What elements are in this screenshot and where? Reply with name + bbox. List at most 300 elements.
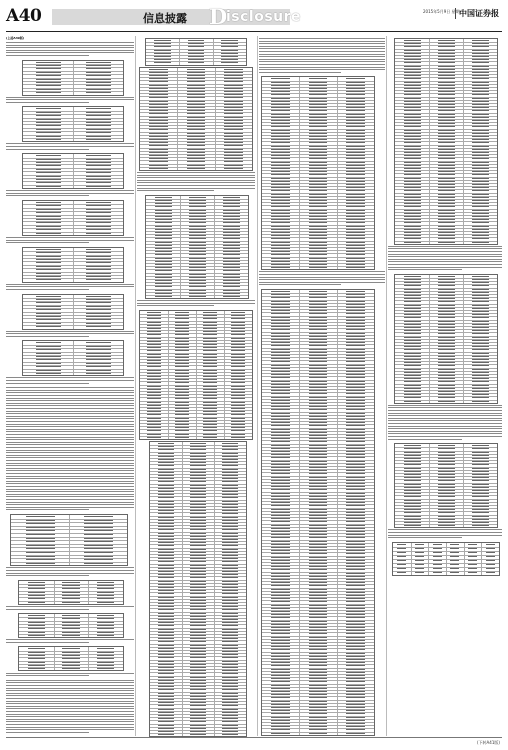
- table-cell: [438, 394, 455, 395]
- table-cell: [271, 222, 290, 223]
- text-line: [6, 575, 89, 576]
- table-cell: [36, 309, 61, 310]
- table-cell: [472, 56, 489, 57]
- table-cell: [309, 352, 328, 353]
- table-cell: [221, 56, 238, 57]
- table-cell: [438, 235, 455, 236]
- text-line: [259, 43, 385, 44]
- table-cell: [147, 354, 161, 355]
- table-cell: [221, 43, 238, 44]
- table-cell: [190, 721, 206, 722]
- table-cell: [271, 685, 290, 686]
- table-cell: [271, 582, 290, 583]
- table-cell: [271, 637, 290, 638]
- table-cell: [222, 616, 238, 617]
- table-cell: [149, 161, 168, 162]
- table-cell: [175, 392, 189, 393]
- table-cell: [231, 437, 245, 438]
- text-line: [6, 716, 134, 717]
- text-line: [137, 182, 255, 183]
- table-cell: [36, 373, 61, 374]
- table-cell: [438, 85, 455, 86]
- table-cell: [472, 397, 489, 398]
- text-line: [6, 573, 134, 574]
- table-cell: [187, 117, 206, 118]
- table-cell: [86, 309, 111, 310]
- table-cell: [158, 555, 174, 556]
- table-cell: [271, 432, 290, 433]
- table-cell: [190, 517, 206, 518]
- table-cell: [86, 82, 111, 83]
- table-cell: [438, 194, 455, 195]
- table-cell: [190, 705, 206, 706]
- table-cell: [158, 462, 174, 463]
- table-cell: [309, 222, 328, 223]
- table-cell: [222, 606, 238, 607]
- table-cell: [158, 654, 174, 655]
- table-col-rule: [446, 543, 447, 575]
- table-cell: [309, 480, 328, 481]
- table-cell: [404, 330, 421, 331]
- text-line: [6, 149, 89, 150]
- table-cell: [346, 496, 365, 497]
- table-cell: [222, 539, 238, 540]
- table-cell: [36, 125, 61, 126]
- table-cell: [271, 342, 290, 343]
- table-cell: [158, 552, 174, 553]
- table-cell: [224, 123, 243, 124]
- table-cell: [203, 382, 217, 383]
- table-cell: [86, 259, 111, 260]
- table-cell: [309, 576, 328, 577]
- table-cell: [86, 256, 111, 257]
- table-cell: [221, 46, 238, 47]
- text-line: [388, 420, 502, 421]
- table-cell: [26, 545, 55, 546]
- table-cell: [231, 376, 245, 377]
- table-cell: [149, 139, 168, 140]
- table-cell: [472, 210, 489, 211]
- text-line: [259, 61, 385, 62]
- table-cell: [271, 216, 290, 217]
- table-cell: [36, 129, 61, 130]
- table-cell: [271, 457, 290, 458]
- table-cell: [203, 414, 217, 415]
- table-cell: [147, 334, 161, 335]
- table-cell: [309, 592, 328, 593]
- table-cell: [346, 203, 365, 204]
- table-cell: [84, 520, 113, 521]
- table-cell: [404, 464, 421, 465]
- table-cell: [149, 165, 168, 166]
- table-cell: [309, 464, 328, 465]
- table-cell: [438, 98, 455, 99]
- text-line: [259, 271, 385, 272]
- section-title-en: isclosure: [226, 9, 302, 25]
- table-cell: [346, 419, 365, 420]
- table-cell: [97, 582, 114, 583]
- table-cell: [190, 686, 206, 687]
- table-cell: [175, 389, 189, 390]
- text-line: [6, 682, 134, 683]
- table-cell: [271, 553, 290, 554]
- table-cell: [438, 464, 455, 465]
- data-table: [261, 76, 375, 270]
- table-cell: [404, 493, 421, 494]
- table-cell: [404, 117, 421, 118]
- table-cell: [438, 62, 455, 63]
- table-cell: [271, 171, 290, 172]
- table-cell: [404, 184, 421, 185]
- table-cell: [309, 454, 328, 455]
- table-cell: [438, 181, 455, 182]
- table-cell: [187, 104, 206, 105]
- table-cell: [309, 313, 328, 314]
- table-cell: [224, 126, 243, 127]
- table-cell: [346, 126, 365, 127]
- table-cell: [86, 172, 111, 173]
- table-cell: [231, 389, 245, 390]
- table-cell: [188, 59, 205, 60]
- table-cell: [472, 146, 489, 147]
- table-cell: [158, 712, 174, 713]
- table-cell: [472, 94, 489, 95]
- table-cell: [404, 229, 421, 230]
- table-cell: [222, 577, 238, 578]
- table-cell: [346, 158, 365, 159]
- table-cell: [486, 552, 495, 553]
- text-line: [6, 465, 134, 466]
- table-cell: [486, 560, 495, 561]
- table-cell: [472, 289, 489, 290]
- table-cell: [309, 553, 328, 554]
- table-cell: [271, 579, 290, 580]
- table-cell: [415, 552, 424, 553]
- table-cell: [222, 657, 238, 658]
- table-cell: [86, 226, 111, 227]
- table-cell: [158, 705, 174, 706]
- table-cell: [189, 206, 206, 207]
- table-cell: [404, 85, 421, 86]
- table-cell: [149, 142, 168, 143]
- table-cell: [271, 707, 290, 708]
- text-line: [6, 478, 134, 479]
- table-cell: [147, 338, 161, 339]
- table-cell: [155, 200, 172, 201]
- table-cell: [97, 662, 114, 663]
- table-cell: [36, 122, 61, 123]
- table-cell: [158, 469, 174, 470]
- text-line: [6, 102, 89, 103]
- table-cell: [271, 662, 290, 663]
- table-cell: [309, 110, 328, 111]
- table-cell: [309, 304, 328, 305]
- table-cell: [203, 338, 217, 339]
- table-cell: [346, 85, 365, 86]
- table-cell: [62, 595, 79, 596]
- table-cell: [97, 625, 114, 626]
- table-cell: [346, 640, 365, 641]
- text-line: [6, 570, 134, 571]
- table-cell: [438, 493, 455, 494]
- table-cell: [271, 320, 290, 321]
- table-cell: [155, 245, 172, 246]
- table-cell: [486, 544, 495, 545]
- table-cell: [404, 216, 421, 217]
- table-cell: [86, 108, 111, 109]
- table-cell: [189, 226, 206, 227]
- table-cell: [155, 238, 172, 239]
- table-cell: [62, 622, 79, 623]
- text-line: [388, 267, 502, 268]
- table-cell: [472, 340, 489, 341]
- table-cell: [36, 119, 61, 120]
- table-cell: [222, 702, 238, 703]
- table-cell: [346, 560, 365, 561]
- table-cell: [147, 392, 161, 393]
- table-cell: [190, 494, 206, 495]
- table-cell: [86, 115, 111, 116]
- column-3: [259, 36, 385, 736]
- text-line: [6, 732, 89, 733]
- text-line: [388, 410, 502, 411]
- table-col-rule: [180, 196, 181, 298]
- table-cell: [187, 75, 206, 76]
- table-cell: [309, 614, 328, 615]
- table-cell: [221, 59, 238, 60]
- table-cell: [271, 307, 290, 308]
- table-cell: [223, 203, 240, 204]
- table-cell: [36, 92, 61, 93]
- table-cell: [222, 456, 238, 457]
- table-cell: [223, 219, 240, 220]
- text-line: [137, 175, 255, 176]
- table-cell: [189, 283, 206, 284]
- table-cell: [86, 139, 111, 140]
- table-cell: [158, 677, 174, 678]
- table-cell: [309, 681, 328, 682]
- table-cell: [404, 394, 421, 395]
- table-cell: [86, 356, 111, 357]
- table-cell: [155, 286, 172, 287]
- table-cell: [472, 455, 489, 456]
- table-cell: [346, 646, 365, 647]
- table-cell: [224, 142, 243, 143]
- data-table: [22, 153, 124, 189]
- table-cell: [190, 526, 206, 527]
- table-cell: [346, 146, 365, 147]
- table-cell: [190, 497, 206, 498]
- table-cell: [404, 53, 421, 54]
- table-cell: [271, 251, 290, 252]
- table-cell: [271, 365, 290, 366]
- table-cell: [158, 513, 174, 514]
- table-cell: [438, 353, 455, 354]
- table-col-rule: [429, 39, 430, 244]
- text-line: [259, 67, 385, 68]
- table-cell: [190, 462, 206, 463]
- table-cell: [149, 155, 168, 156]
- table-cell: [158, 645, 174, 646]
- table-cell: [346, 720, 365, 721]
- table-cell: [415, 548, 424, 549]
- table-cell: [438, 487, 455, 488]
- table-cell: [223, 280, 240, 281]
- table-cell: [472, 40, 489, 41]
- table-cell: [189, 203, 206, 204]
- table-cell: [222, 491, 238, 492]
- table-cell: [222, 475, 238, 476]
- table-cell: [309, 381, 328, 382]
- table-cell: [147, 434, 161, 435]
- table-cell: [147, 382, 161, 383]
- table-cell: [309, 361, 328, 362]
- table-cell: [222, 549, 238, 550]
- table-cell: [450, 568, 459, 569]
- table-cell: [271, 393, 290, 394]
- table-cell: [187, 101, 206, 102]
- table-cell: [36, 89, 61, 90]
- table-cell: [309, 142, 328, 143]
- table-cell: [472, 295, 489, 296]
- table-cell: [404, 445, 421, 446]
- table-cell: [222, 565, 238, 566]
- table-cell: [158, 616, 174, 617]
- table-cell: [404, 369, 421, 370]
- table-cell: [36, 162, 61, 163]
- table-cell: [346, 317, 365, 318]
- table-cell: [415, 556, 424, 557]
- table-cell: [271, 78, 290, 79]
- table-cell: [309, 174, 328, 175]
- table-cell: [472, 88, 489, 89]
- table-cell: [231, 344, 245, 345]
- table-col-rule: [299, 77, 300, 269]
- table-cell: [190, 456, 206, 457]
- table-cell: [397, 544, 406, 545]
- table-cell: [346, 717, 365, 718]
- table-cell: [346, 336, 365, 337]
- table-cell: [438, 59, 455, 60]
- table-cell: [86, 122, 111, 123]
- table-cell: [404, 401, 421, 402]
- table-cell: [346, 152, 365, 153]
- table-cell: [223, 283, 240, 284]
- table-cell: [158, 465, 174, 466]
- table-cell: [86, 279, 111, 280]
- table-cell: [190, 622, 206, 623]
- table-cell: [309, 365, 328, 366]
- table-cell: [346, 576, 365, 577]
- text-line: [6, 444, 134, 445]
- text-line: [6, 489, 134, 490]
- table-cell: [404, 519, 421, 520]
- table-cell: [438, 516, 455, 517]
- table-cell: [438, 126, 455, 127]
- table-cell: [346, 691, 365, 692]
- table-cell: [309, 448, 328, 449]
- table-cell: [472, 152, 489, 153]
- data-table: [22, 340, 124, 376]
- table-cell: [472, 522, 489, 523]
- table-cell: [271, 254, 290, 255]
- table-cell: [404, 365, 421, 366]
- table-cell: [158, 491, 174, 492]
- table-cell: [309, 518, 328, 519]
- table-cell: [346, 181, 365, 182]
- table-cell: [84, 534, 113, 535]
- table-cell: [190, 558, 206, 559]
- text-line: [6, 408, 134, 409]
- table-cell: [147, 427, 161, 428]
- table-cell: [222, 664, 238, 665]
- table-cell: [309, 489, 328, 490]
- table-cell: [438, 298, 455, 299]
- table-cell: [309, 194, 328, 195]
- table-cell: [472, 59, 489, 60]
- table-cell: [36, 65, 61, 66]
- table-cell: [346, 323, 365, 324]
- table-cell: [271, 477, 290, 478]
- table-cell: [271, 502, 290, 503]
- table-cell: [224, 104, 243, 105]
- table-cell: [346, 429, 365, 430]
- table-cell: [158, 501, 174, 502]
- table-cell: [271, 720, 290, 721]
- table-cell: [309, 483, 328, 484]
- text-line: [6, 242, 89, 243]
- table-cell: [472, 66, 489, 67]
- table-cell: [36, 202, 61, 203]
- table-cell: [438, 107, 455, 108]
- data-table: [22, 60, 124, 96]
- text-line: [6, 703, 134, 704]
- table-cell: [472, 43, 489, 44]
- table-cell: [203, 350, 217, 351]
- table-cell: [346, 669, 365, 670]
- table-cell: [158, 673, 174, 674]
- table-cell: [438, 461, 455, 462]
- table-cell: [86, 72, 111, 73]
- table-col-rule: [429, 275, 430, 403]
- table-cell: [404, 98, 421, 99]
- table-cell: [223, 267, 240, 268]
- table-cell: [346, 197, 365, 198]
- table-cell: [155, 235, 172, 236]
- table-cell: [438, 46, 455, 47]
- table-cell: [404, 152, 421, 153]
- table-cell: [149, 168, 168, 169]
- table-cell: [438, 40, 455, 41]
- table-cell: [187, 161, 206, 162]
- table-cell: [271, 200, 290, 201]
- table-cell: [86, 65, 111, 66]
- text-line: [259, 48, 385, 49]
- table-cell: [222, 683, 238, 684]
- table-cell: [309, 729, 328, 730]
- table-cell: [190, 507, 206, 508]
- table-cell: [86, 176, 111, 177]
- table-cell: [438, 397, 455, 398]
- table-cell: [271, 566, 290, 567]
- data-table: [139, 67, 253, 171]
- table-cell: [187, 165, 206, 166]
- table-cell: [346, 608, 365, 609]
- table-cell: [158, 446, 174, 447]
- table-cell: [271, 381, 290, 382]
- table-cell: [203, 427, 217, 428]
- table-cell: [187, 94, 206, 95]
